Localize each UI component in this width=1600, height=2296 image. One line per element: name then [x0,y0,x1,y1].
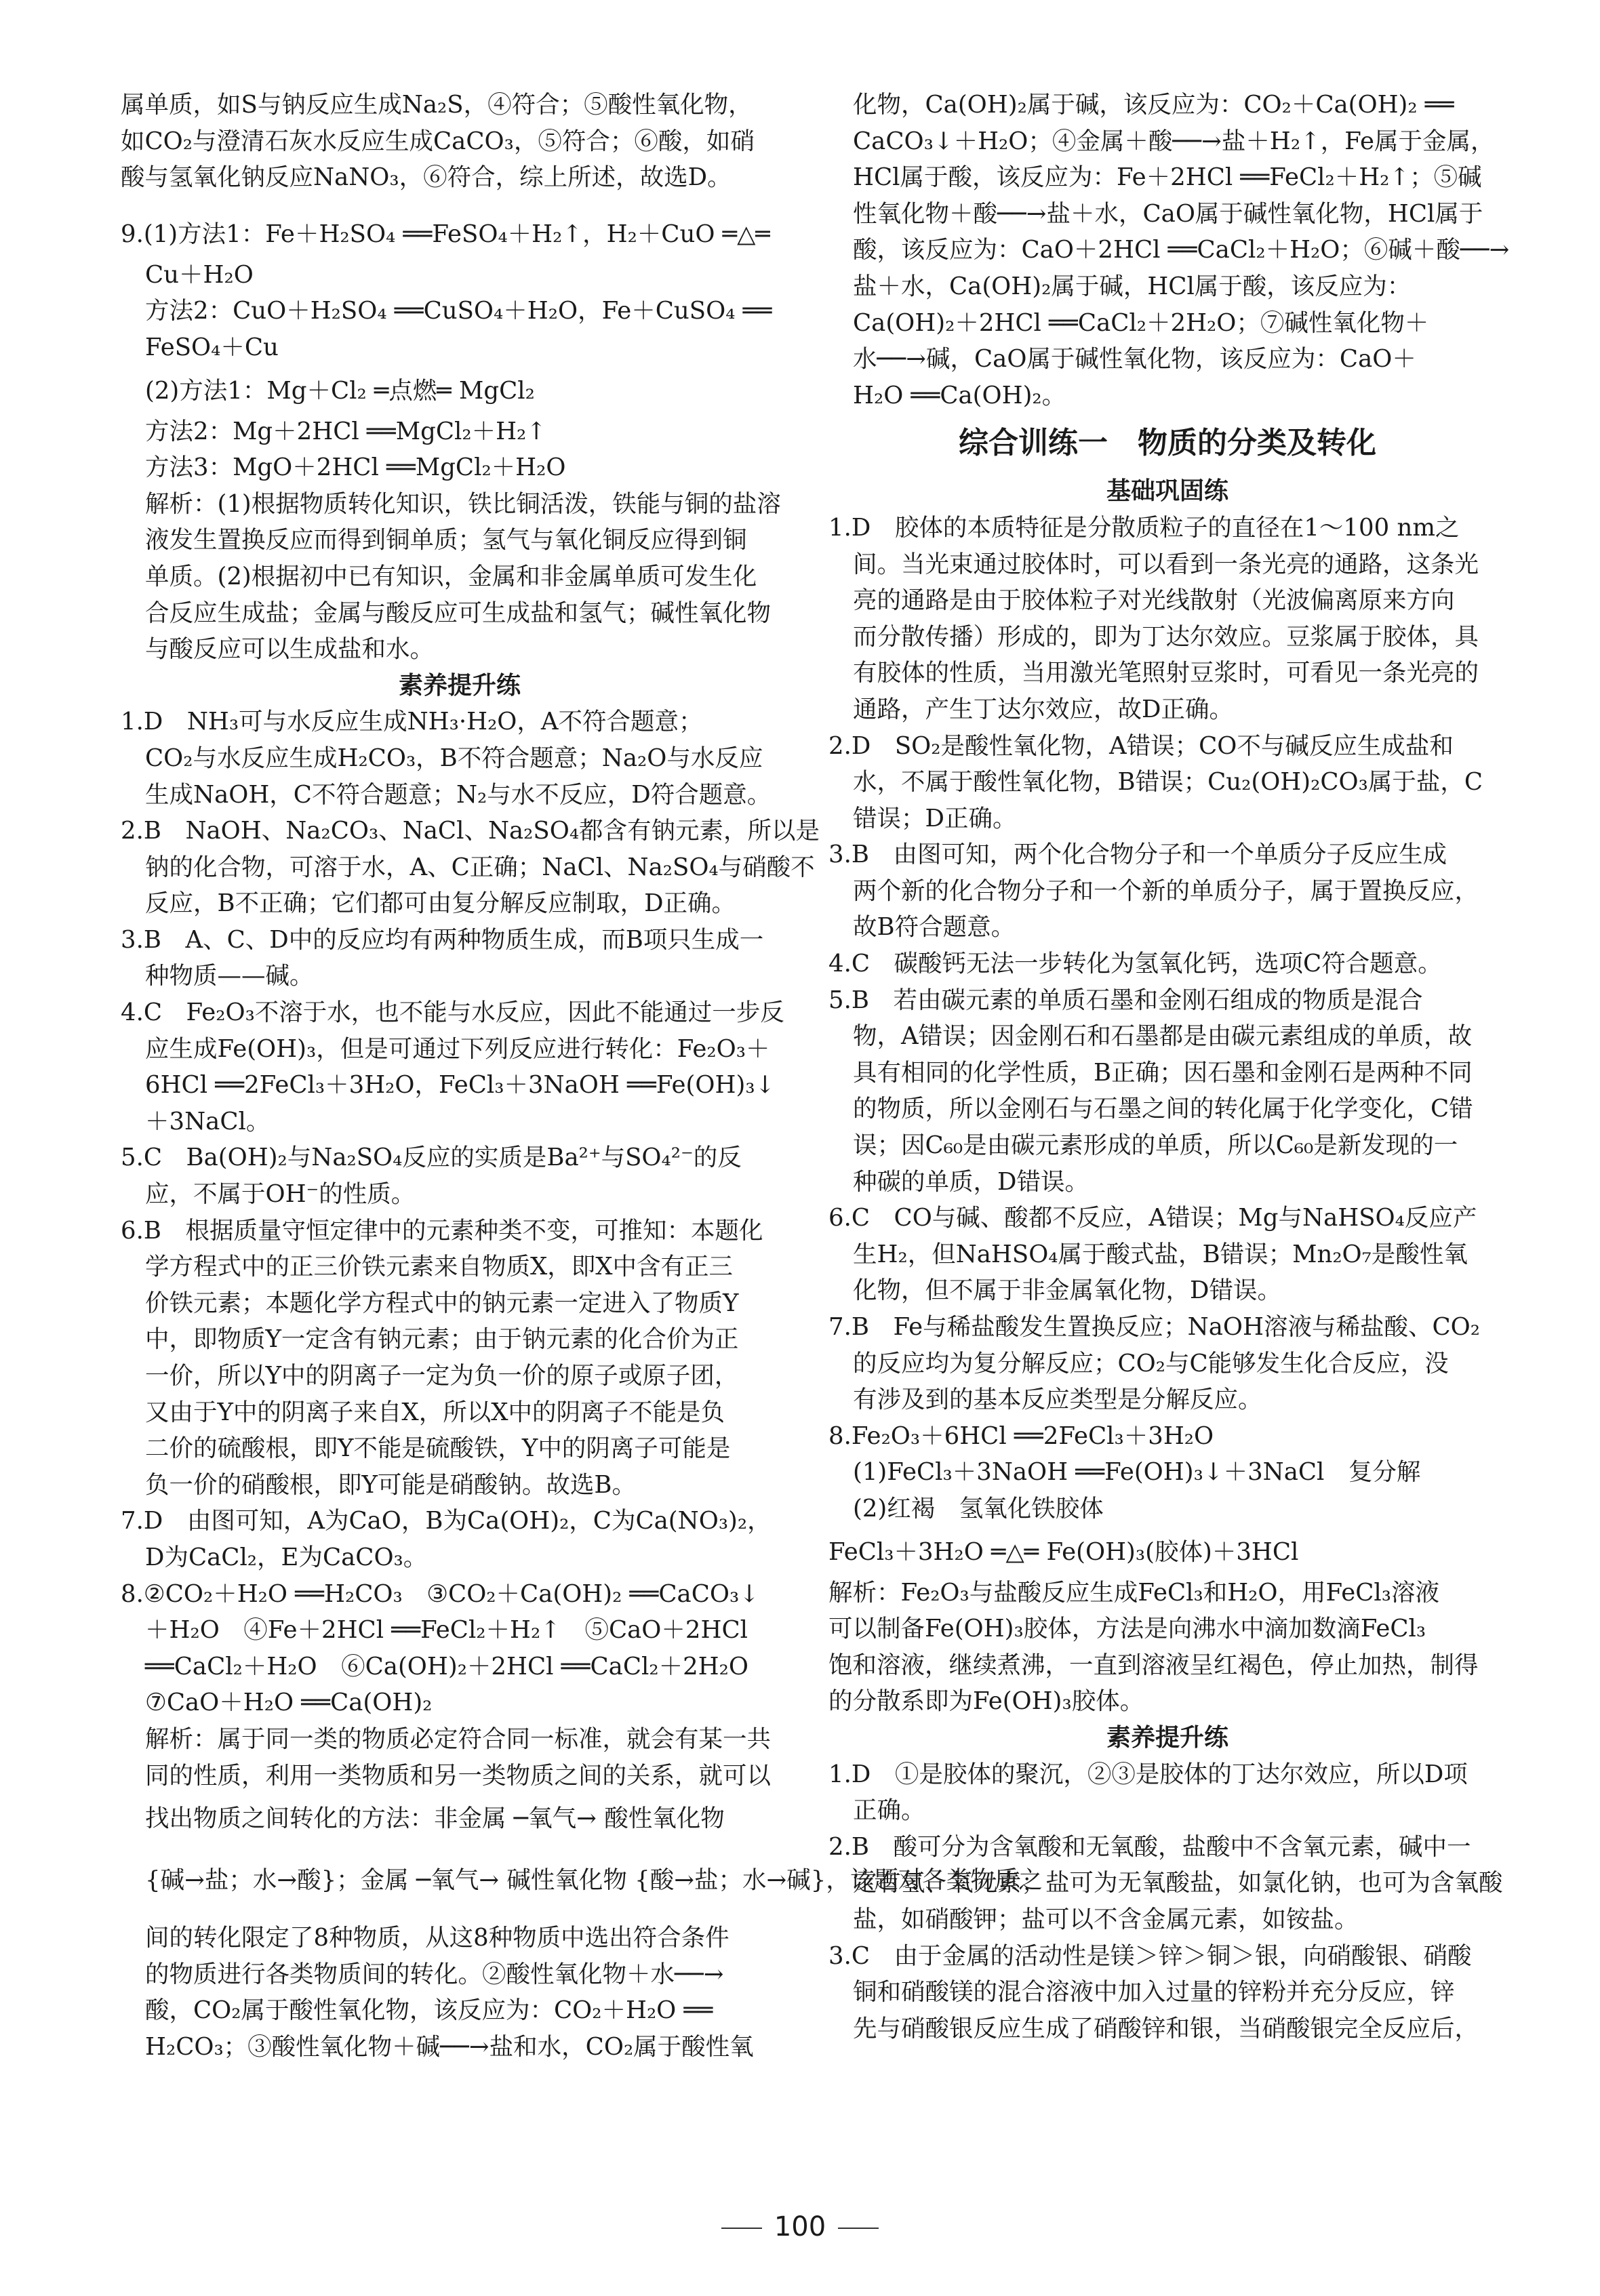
text-line: 1.D NH₃可与水反应生成NH₃·H₂O，A不符合题意； [121,708,703,736]
text-line: 找出物质之间转化的方法：非金属 ─氧气→ 酸性氧化物 [145,1805,725,1833]
text-line: 通路，产生丁达尔效应，故D正确。 [853,695,1233,723]
text-line: 合反应生成盐；金属与酸反应可生成盐和氢气；碱性氧化物 [145,599,772,627]
text-line: 的物质进行各类物质间的转化。②酸性氧化物＋水──→ [145,1960,724,1988]
text-line: 化物，但不属于非金属氧化物，D错误。 [853,1276,1281,1305]
text-line: 2.B NaOH、Na₂CO₃、NaCl、Na₂SO₄都含有钠元素，所以是 [121,817,820,845]
text-line: 方法3：MgO＋2HCl ══MgCl₂＋H₂O [145,454,566,482]
text-line: 3.B A、C、D中的反应均有两种物质生成，而B项只生成一 [121,925,764,954]
text-line: 单质。(2)根据初中已有知识，金属和非金属单质可发生化 [145,562,757,590]
dash-decoration [838,2228,879,2229]
text-line: 如CO₂与澄清石灰水反应生成CaCO₃，⑤符合；⑥酸，如硝 [121,127,755,155]
text-line: H₂O ══Ca(OH)₂。 [853,381,1066,409]
text-line: 学方程式中的正三价铁元素来自物质X，即X中含有正三 [145,1253,734,1281]
text-line: H₂CO₃；③酸性氧化物＋碱──→盐和水，CO₂属于酸性氧 [145,2032,754,2061]
text-line: 同的性质，利用一类物质和另一类物质之间的关系，就可以 [145,1761,772,1790]
text-line: 先与硝酸银反应生成了硝酸锌和银，当硝酸银完全反应后， [853,2014,1479,2042]
text-line: 5.B 若由碳元素的单质石墨和金刚石组成的物质是混合 [828,986,1423,1014]
page-title: 综合训练一 物质的分类及转化 [959,426,1376,461]
text-line: ＋3NaCl。 [145,1107,271,1135]
text-line: ＋H₂O ④Fe＋2HCl ══FeCl₂＋H₂↑ ⑤CaO＋2HCl [145,1616,748,1645]
text-line: CO₂与水反应生成H₂CO₃，B不符合题意；Na₂O与水反应 [145,744,763,772]
text-line: 应，不属于OH⁻的性质。 [145,1180,416,1209]
text-line: 错误；D正确。 [853,804,1017,832]
text-line: 的物质，所以金刚石与石墨之间的转化属于化学变化，C错 [853,1095,1473,1123]
text-line: 酸与氢氧化钠反应NaNO₃，⑥符合，综上所述，故选D。 [121,163,732,192]
text-line: 亮的通路是由于胶体粒子对光线散射（光波偏离原来方向 [853,586,1455,615]
text-line: 而分散传播）形成的，即为丁达尔效应。豆浆属于胶体，具 [853,622,1479,651]
section-heading: 素养提升练 [398,671,521,700]
text-line: 性氧化物＋酸──→盐＋水，CaO属于碱性氧化物，HCl属于 [853,199,1483,228]
page-number-value: 100 [774,2211,826,2242]
text-line: FeSO₄＋Cu [145,333,279,361]
text-line: 4.C Fe₂O₃不溶于水，也不能与水反应，因此不能通过一步反 [121,999,784,1027]
text-line: 的分散系即为Fe(OH)₃胶体。 [828,1687,1144,1716]
text-line: 液发生置换反应而得到铜单质；氢气与氧化铜反应得到铜 [145,526,747,555]
section-heading: 基础巩固练 [1106,477,1228,506]
text-line: 2.D SO₂是酸性氧化物，A错误；CO不与碱反应生成盐和 [828,731,1454,760]
text-line: 钠的化合物，可溶于水，A、C正确；NaCl、Na₂SO₄与硝酸不 [145,853,815,881]
section-heading: 素养提升练 [1106,1723,1228,1752]
text-line: 种物质——碱。 [145,962,314,990]
text-line: 化物，Ca(OH)₂属于碱，该反应为：CO₂＋Ca(OH)₂ ══ [853,91,1454,119]
text-line: 饱和溶液，继续煮沸，一直到溶液呈红褐色，停止加热，制得 [828,1651,1479,1679]
text-line: Cu＋H₂O [145,260,254,289]
text-line: 生H₂，但NaHSO₄属于酸式盐，B错误；Mn₂O₇是酸性氧 [853,1240,1468,1268]
text-line: HCl属于酸，该反应为：Fe＋2HCl ══FeCl₂＋H₂↑；⑤碱 [853,163,1482,192]
text-line: 7.B Fe与稀盐酸发生置换反应；NaOH溶液与稀盐酸、CO₂ [828,1313,1480,1341]
text-line: 1.D 胶体的本质特征是分散质粒子的直径在1～100 nm之 [828,513,1460,542]
text-line: 误；因C₆₀是由碳元素形成的单质，所以C₆₀是新发现的一 [853,1131,1458,1160]
analysis-line: 解析：(1)根据物质转化知识，铁比铜活泼，铁能与铜的盐溶 [145,489,781,518]
text-line: ══CaCl₂＋H₂O ⑥Ca(OH)₂＋2HCl ══CaCl₂＋2H₂O [145,1652,748,1680]
text-line: 间的转化限定了8种物质，从这8种物质中选出符合条件 [145,1924,729,1952]
text-line: 铜和硝酸镁的混合溶液中加入过量的锌粉并充分反应，锌 [853,1978,1455,2007]
text-line: 正确。 [853,1796,925,1825]
text-line: 1.D ①是胶体的聚沉，②③是胶体的丁达尔效应，所以D项 [828,1760,1468,1788]
analysis-line: 解析：Fe₂O₃与盐酸反应生成FeCl₃和H₂O，用FeCl₃溶液 [828,1578,1439,1607]
text-line: 有涉及到的基本反应类型是分解反应。 [853,1386,1262,1414]
text-line: 6.B 根据质量守恒定律中的元素种类不变，可推知：本题化 [121,1216,763,1245]
text-line: 酸，该反应为：CaO＋2HCl ══CaCl₂＋H₂O；⑥碱＋酸──→ [853,236,1510,264]
text-line: 8.②CO₂＋H₂O ══H₂CO₃ ③CO₂＋Ca(OH)₂ ══CaCO₃↓ [121,1579,759,1608]
answer-9-line: 9.(1)方法1：Fe＋H₂SO₄ ══FeSO₄＋H₂↑，H₂＋CuO ═△═ [121,220,770,248]
text-line: 2.B 酸可分为含氧酸和无氧酸，盐酸中不含氧元素，碱中一 [828,1832,1471,1861]
text-line: Ca(OH)₂＋2HCl ══CaCl₂＋2H₂O；⑦碱性氧化物＋ [853,308,1429,337]
text-line: 5.C Ba(OH)₂与Na₂SO₄反应的实质是Ba²⁺与SO₄²⁻的反 [121,1144,742,1172]
text-line: 酸，CO₂属于酸性氧化物，该反应为：CO₂＋H₂O ══ [145,1996,713,2025]
text-line: 的反应均为复分解反应；CO₂与C能够发生化合反应，没 [853,1349,1449,1377]
text-line: 8.Fe₂O₃＋6HCl ══2FeCl₃＋3H₂O [828,1422,1214,1450]
text-line: 属单质，如S与钠反应生成Na₂S，④符合；⑤酸性氧化物， [121,91,753,119]
text-line: 负一价的硝酸根，即Y可能是硝酸钠。故选B。 [145,1470,637,1499]
text-line: 定有氢、氧元素；盐可为无氧酸盐，如氯化钠，也可为含氧酸 [853,1869,1503,1897]
spacer [121,196,799,209]
text-line: 盐＋水，Ca(OH)₂属于碱，HCl属于酸，该反应为： [853,272,1412,300]
text-line: 有胶体的性质，当用激光笔照射豆浆时，可看见一条光亮的 [853,659,1479,687]
text-line: 又由于Y中的阴离子来自X，所以X中的阴离子不能是负 [145,1398,725,1426]
text-line: 方法2：CuO＋H₂SO₄ ══CuSO₄＋H₂O，Fe＋CuSO₄ ══ [145,297,772,325]
text-line: (2)红褐 氢氧化铁胶体 [853,1494,1104,1523]
text-line: 应生成Fe(OH)₃，但是可通过下列反应进行转化：Fe₂O₃＋ [145,1034,770,1063]
text-line: 物，A错误；因金刚石和石墨都是由碳元素组成的单质，故 [853,1022,1473,1051]
text-line: ⑦CaO＋H₂O ══Ca(OH)₂ [145,1689,433,1717]
text-line: (2)方法1：Mg＋Cl₂ ═点燃═ MgCl₂ [145,376,535,405]
analysis-line: 解析：属于同一类的物质必定符合同一标准，就会有某一共 [145,1725,772,1753]
text-line: 一价，所以Y中的阴离子一定为负一价的原子或原子团， [145,1362,739,1390]
text-line: 中，即物质Y一定含有钠元素；由于钠元素的化合价为正 [145,1325,739,1354]
text-line: 二价的硫酸根，即Y不能是硫酸铁，Y中的阴离子可能是 [145,1434,731,1463]
text-line: (1)FeCl₃＋3NaOH ══Fe(OH)₃↓＋3NaCl 复分解 [853,1458,1421,1487]
text-line: 盐，如硝酸钾；盐可以不含金属元素，如铵盐。 [853,1905,1359,1933]
text-line: 3.B 由图可知，两个化合物分子和一个单质分子反应生成 [828,841,1447,869]
text-line: 3.C 由于金属的活动性是镁＞锌＞铜＞银，向硝酸银、硝酸 [828,1941,1472,1970]
text-line: D为CaCl₂，E为CaCO₃。 [145,1543,428,1571]
text-line: 7.D 由图可知，A为CaO，B为Ca(OH)₂，C为Ca(NO₃)₂， [121,1507,772,1535]
conversion-diagram-line: {碱→盐；水→酸}；金属 ─氧气→ 碱性氧化物 {酸→盐；水→碱}，该题对各类物质之 [145,1866,1043,1895]
right-column [828,87,1510,2047]
text-line: 可以制备Fe(OH)₃胶体，方法是向沸水中滴加数滴FeCl₃ [828,1615,1426,1643]
text-line: 与酸反应可以生成盐和水。 [145,635,435,664]
equation-line: FeCl₃＋3H₂O ═△═ Fe(OH)₃(胶体)＋3HCl [828,1537,1299,1566]
text-line: CaCO₃↓＋H₂O；④金属＋酸──→盐＋H₂↑，Fe属于金属， [853,127,1495,155]
text-line: 种碳的单质，D错误。 [853,1167,1089,1196]
text-line: 生成NaOH，C不符合题意；N₂与水不反应，D符合题意。 [145,780,772,809]
text-line: 故B符合题意。 [853,913,1016,942]
text-line: 6HCl ══2FeCl₃＋3H₂O，FeCl₃＋3NaOH ══Fe(OH)₃↓ [145,1071,776,1100]
text-line: 4.C 碳酸钙无法一步转化为氢氧化钙，选项C符合题意。 [828,950,1442,978]
text-line: 水──→碱，CaO属于碱性氧化物，该反应为：CaO＋ [853,345,1416,374]
text-line: 具有相同的化学性质，B正确；因石墨和金刚石是两种不同 [853,1058,1473,1087]
text-line: 反应，B不正确；它们都可由复分解反应制取，D正确。 [145,889,736,918]
text-line: 价铁元素；本题化学方程式中的钠元素一定进入了物质Y [145,1289,739,1317]
dash-decoration [721,2228,762,2229]
text-line: 方法2：Mg＋2HCl ══MgCl₂＋H₂↑ [145,417,547,445]
text-line: 6.C CO与碱、酸都不反应，A错误；Mg与NaHSO₄反应产 [828,1204,1477,1232]
page-number [698,2211,902,2242]
text-line: 两个新的化合物分子和一个新的单质分子，属于置换反应， [853,877,1479,905]
text-line: 间。当光束通过胶体时，可以看到一条光亮的通路，这条光 [853,550,1479,578]
text-line: 水，不属于酸性氧化物，B错误；Cu₂(OH)₂CO₃属于盐，C [853,768,1483,797]
